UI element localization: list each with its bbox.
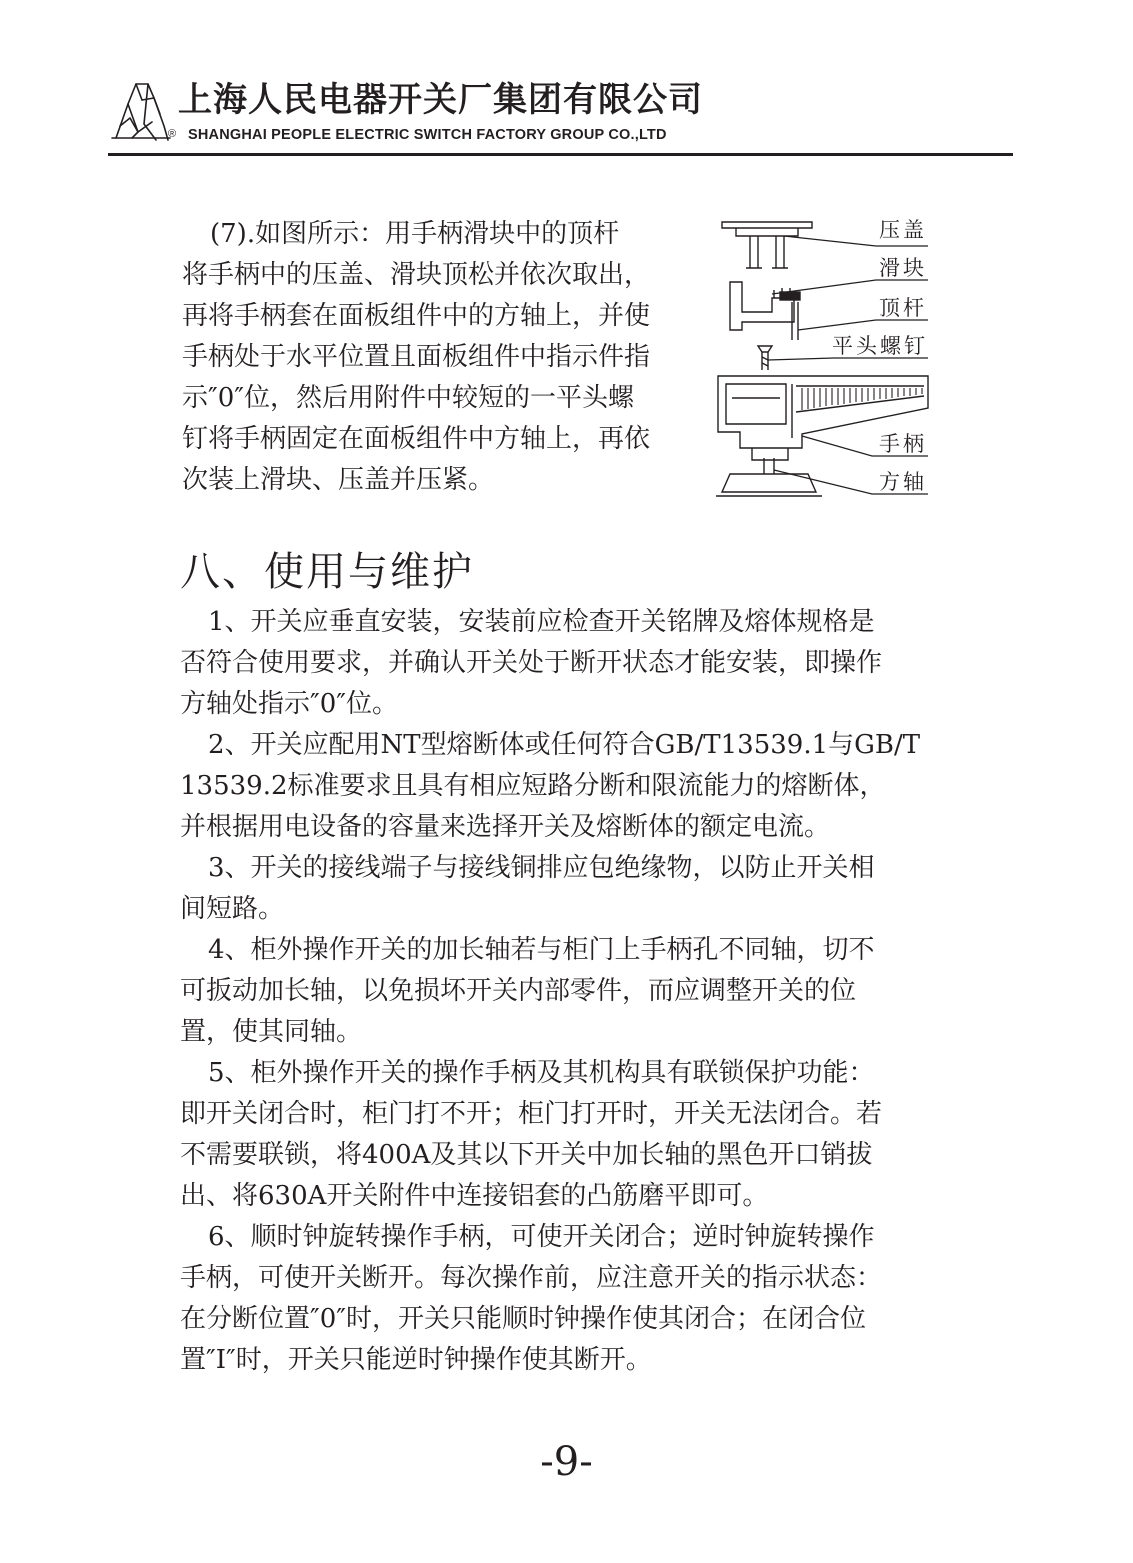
text-line: 4、柜外操作开关的加长轴若与柜门上手柄孔不同轴，切不 [208,935,875,965]
step-7-instructions [182,214,702,501]
text-line: 13539.2标准要求且具有相应短路分断和限流能力的熔断体， [180,771,886,801]
text-line: 次装上滑块、压盖并压紧。 [182,465,495,495]
section-title: 八、使用与维护 [180,549,474,595]
text-line: 置，使其同轴。 [180,1017,363,1047]
text-line: 将手柄中的压盖、滑块顶松并依次取出， [182,260,651,290]
text-line: 再将手柄套在面板组件中的方轴上，并使 [182,301,651,331]
label-cover: 压盖 [879,218,927,242]
text-line: 3、开关的接线端子与接线铜排应包绝缘物，以防止开关相 [208,853,875,883]
text-line: 手柄，可使开关断开。每次操作前，应注意开关的指示状态： [180,1263,883,1293]
section-body [180,602,960,1381]
page-number: -9- [540,1439,593,1485]
text-line: 间短路。 [180,894,285,924]
company-name-en: SHANGHAI PEOPLE ELECTRIC SWITCH FACTORY GROUP CO.,LTD [188,127,667,143]
text-line: 出、将630A开关附件中连接铝套的凸筋磨平即可。 [180,1181,769,1211]
paragraph [180,848,960,930]
paragraph [180,725,960,848]
paragraph [180,1217,960,1381]
text-line: 钉将手柄固定在面板组件中方轴上，再依 [182,424,651,454]
text-line: 即开关闭合时，柜门打不开；柜门打开时，开关无法闭合。若 [180,1099,883,1129]
text-line: 否符合使用要求，并确认开关处于断开状态才能安装，即操作 [180,648,883,678]
company-logo [108,74,177,146]
text-line: (7).如图所示：用手柄滑块中的顶杆 [210,219,620,249]
paragraph [180,930,960,1053]
text-line: 置″I″时，开关只能逆时钟操作使其断开。 [180,1345,652,1375]
text-line: 手柄处于水平位置且面板组件中指示件指 [182,342,651,372]
text-line: 1、开关应垂直安装，安装前应检查开关铭牌及熔体规格是 [208,607,875,637]
label-flat-head-screw: 平头螺钉 [832,334,928,358]
handle-assembly-diagram [712,212,936,508]
label-slider: 滑块 [879,256,927,280]
text-line: 2、开关应配用NT型熔断体或任何符合GB/T13539.1与GB/T [208,730,921,760]
text-line: 并根据用电设备的容量来选择开关及熔断体的额定电流。 [180,812,831,842]
header-divider [108,153,1013,156]
label-ejector: 顶杆 [879,296,927,320]
text-line: 5、柜外操作开关的操作手柄及其机构具有联锁保护功能： [208,1058,875,1088]
text-line: 可扳动加长轴，以免损坏开关内部零件，而应调整开关的位 [180,976,857,1006]
text-line: 在分断位置″0″时，开关只能顺时钟操作使其闭合；在闭合位 [180,1304,866,1334]
registered-mark: ® [168,128,177,140]
text-line: 6、顺时钟旋转操作手柄，可使开关闭合；逆时钟旋转操作 [208,1222,875,1252]
paragraph [180,602,960,725]
text-line: 示″0″位，然后用附件中较短的一平头螺 [182,383,634,413]
paragraph [180,1053,960,1217]
company-name-cn: 上海人民电器开关厂集团有限公司 [178,80,703,120]
label-handle: 手柄 [879,432,927,456]
text-line: 方轴处指示″0″位。 [180,689,398,719]
text-line: 不需要联锁，将400A及其以下开关中加长轴的黑色开口销拔 [180,1140,873,1170]
label-square-shaft: 方轴 [879,470,927,494]
